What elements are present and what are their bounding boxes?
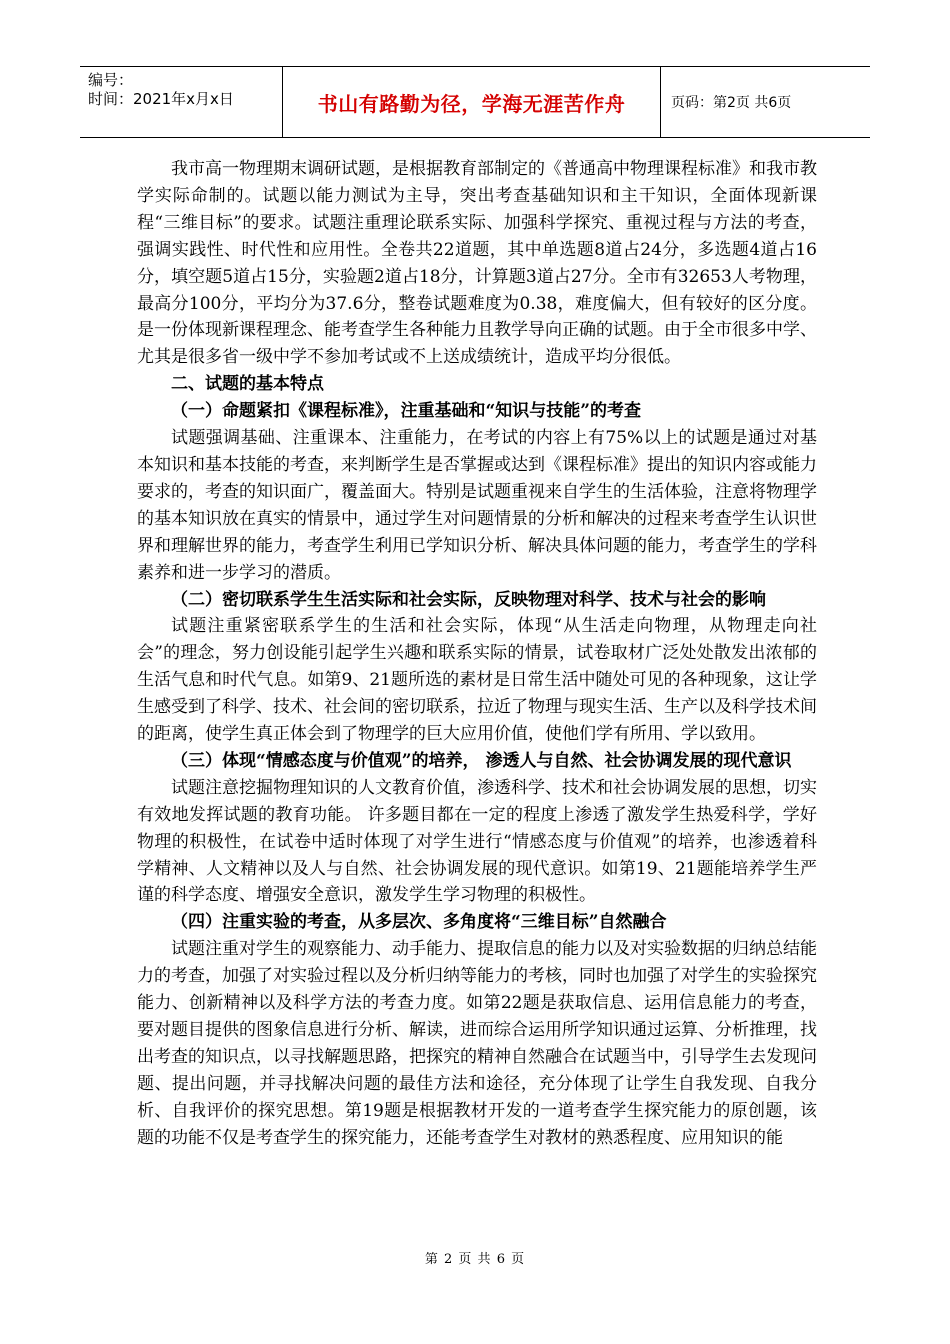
header-meta — [80, 67, 283, 137]
page-header — [80, 66, 870, 138]
section-heading: 二、试题的基本特点 — [171, 374, 324, 395]
header-motto: 书山有路勤为径，学海无涯苦作舟 — [283, 67, 661, 137]
document-date: 时间：2021年x月x日 — [88, 90, 234, 108]
intro-paragraph: 我市高一物理期末调研试题，是根据教育部制定的《普通高中物理课程标准》和我市教学实际命制的。试题以能力测试为主导，突出考查基础知识和主干知识，全面体现新课程“三维目标”的要求。试题注重理论联系实际、加强科学探究、重视过程与方法的考查，强调实践性、时代性和应用性。全卷共22道题，其中单选题8道占24分，多选题4道占16分，填空题5道占15分，实验题2道占18分，计算题3道占27分。全市有32653人考物理，最高分100分，平均分为37.6分，整卷试题难度为0.38，难度偏大，但有较好的区分度。是一份体现新课程理念、能考查学生各种能力且教学导向正确的试题。由于全市很多中学、尤其是很多省一级中学不参加考试或不上送成绩统计，造成平均分很低。 — [137, 159, 817, 368]
page-footer: 第 2 页 共 6 页 — [424, 1252, 526, 1267]
subsection-heading-4: （四）注重实验的考查，从多层次、多角度将“三维目标”自然融合 — [171, 912, 667, 933]
subsection-heading-1: （一）命题紧扣《课程标准》，注重基础和“知识与技能”的考查 — [171, 401, 642, 422]
body-paragraph-4: 试题注重对学生的观察能力、动手能力、提取信息的能力以及对实验数据的归纳总结能力的考查，加强了对实验过程以及分析归纳等能力的考核，同时也加强了对学生的实验探究能力、创新精神以及科学方法的考查力度。如第22题是获取信息、运用信息能力的考查，要对题目提供的图象信息进行分析、解读，进而综合运用所学知识通过运算、分析推理，找出考查的知识点，以寻找解题思路，把探究的精神自然融合在试题当中，引导学生去发现问题、提出问题，并寻找解决问题的最佳方法和途径，充分体现了让学生自我发现、自我分析、自我评价的探究思想。第19题是根据教材开发的一道考查学生探究能力的原创题，该题的功能不仅是考查学生的探究能力，还能考查学生对教材的熟悉程度、应用知识的能 — [137, 939, 817, 1148]
body-paragraph-3: 试题注意挖掘物理知识的人文教育价值，渗透科学、技术和社会协调发展的思想，切实有效地发挥试题的教育功能。 许多题目都在一定的程度上渗透了激发学生热爱科学，学好物理的积极性，在试卷中适时体现了对学生进行“情感态度与价值观”的培养，也渗透着科学精神、人文精神以及人与自然、社会协调发展的现代意识。如第19、21题能培养学生严谨的科学态度、增强安全意识，激发学生学习物理的积极性。 — [137, 777, 817, 906]
subsection-heading-3: （三）体现“情感态度与价值观”的培养， 渗透人与自然、社会协调发展的现代意识 — [171, 750, 792, 771]
body-paragraph-2: 试题注重紧密联系学生的生活和社会实际，体现“从生活走向物理，从物理走向社会”的理念，努力创设能引起学生兴趣和联系实际的情景，试卷取材广泛处处散发出浓郁的生活气息和时代气息。如第9、21题所选的素材是日常生活中随处可见的各种现象，这让学生感受到了科学、技术、社会间的密切联系，拉近了物理与现实生活、生产以及科学技术间的距离，使学生真正体会到了物理学的巨大应用价值，使他们学有所用、学以致用。 — [137, 616, 817, 745]
document-body — [137, 156, 817, 1152]
document-number-label: 编号： — [88, 71, 134, 89]
subsection-heading-2: （二）密切联系学生生活实际和社会实际，反映物理对科学、技术与社会的影响 — [171, 589, 766, 610]
header-page-info: 页码：第2页 共6页 — [671, 95, 792, 111]
body-paragraph-1: 试题强调基础、注重课本、注重能力，在考试的内容上有75%以上的试题是通过对基本知识和基本技能的考查，来判断学生是否掌握或达到《课程标准》提出的知识内容或能力要求的，考查的知识面广，覆盖面大。特别是试题重视来自学生的生活体验，注意将物理学的基本知识放在真实的情景中，通过学生对问题情景的分析和解决的过程来考查学生认识世界和理解世界的能力，考查学生利用已学知识分析、解决具体问题的能力，考查学生的学科素养和进一步学习的潜质。 — [137, 428, 817, 583]
